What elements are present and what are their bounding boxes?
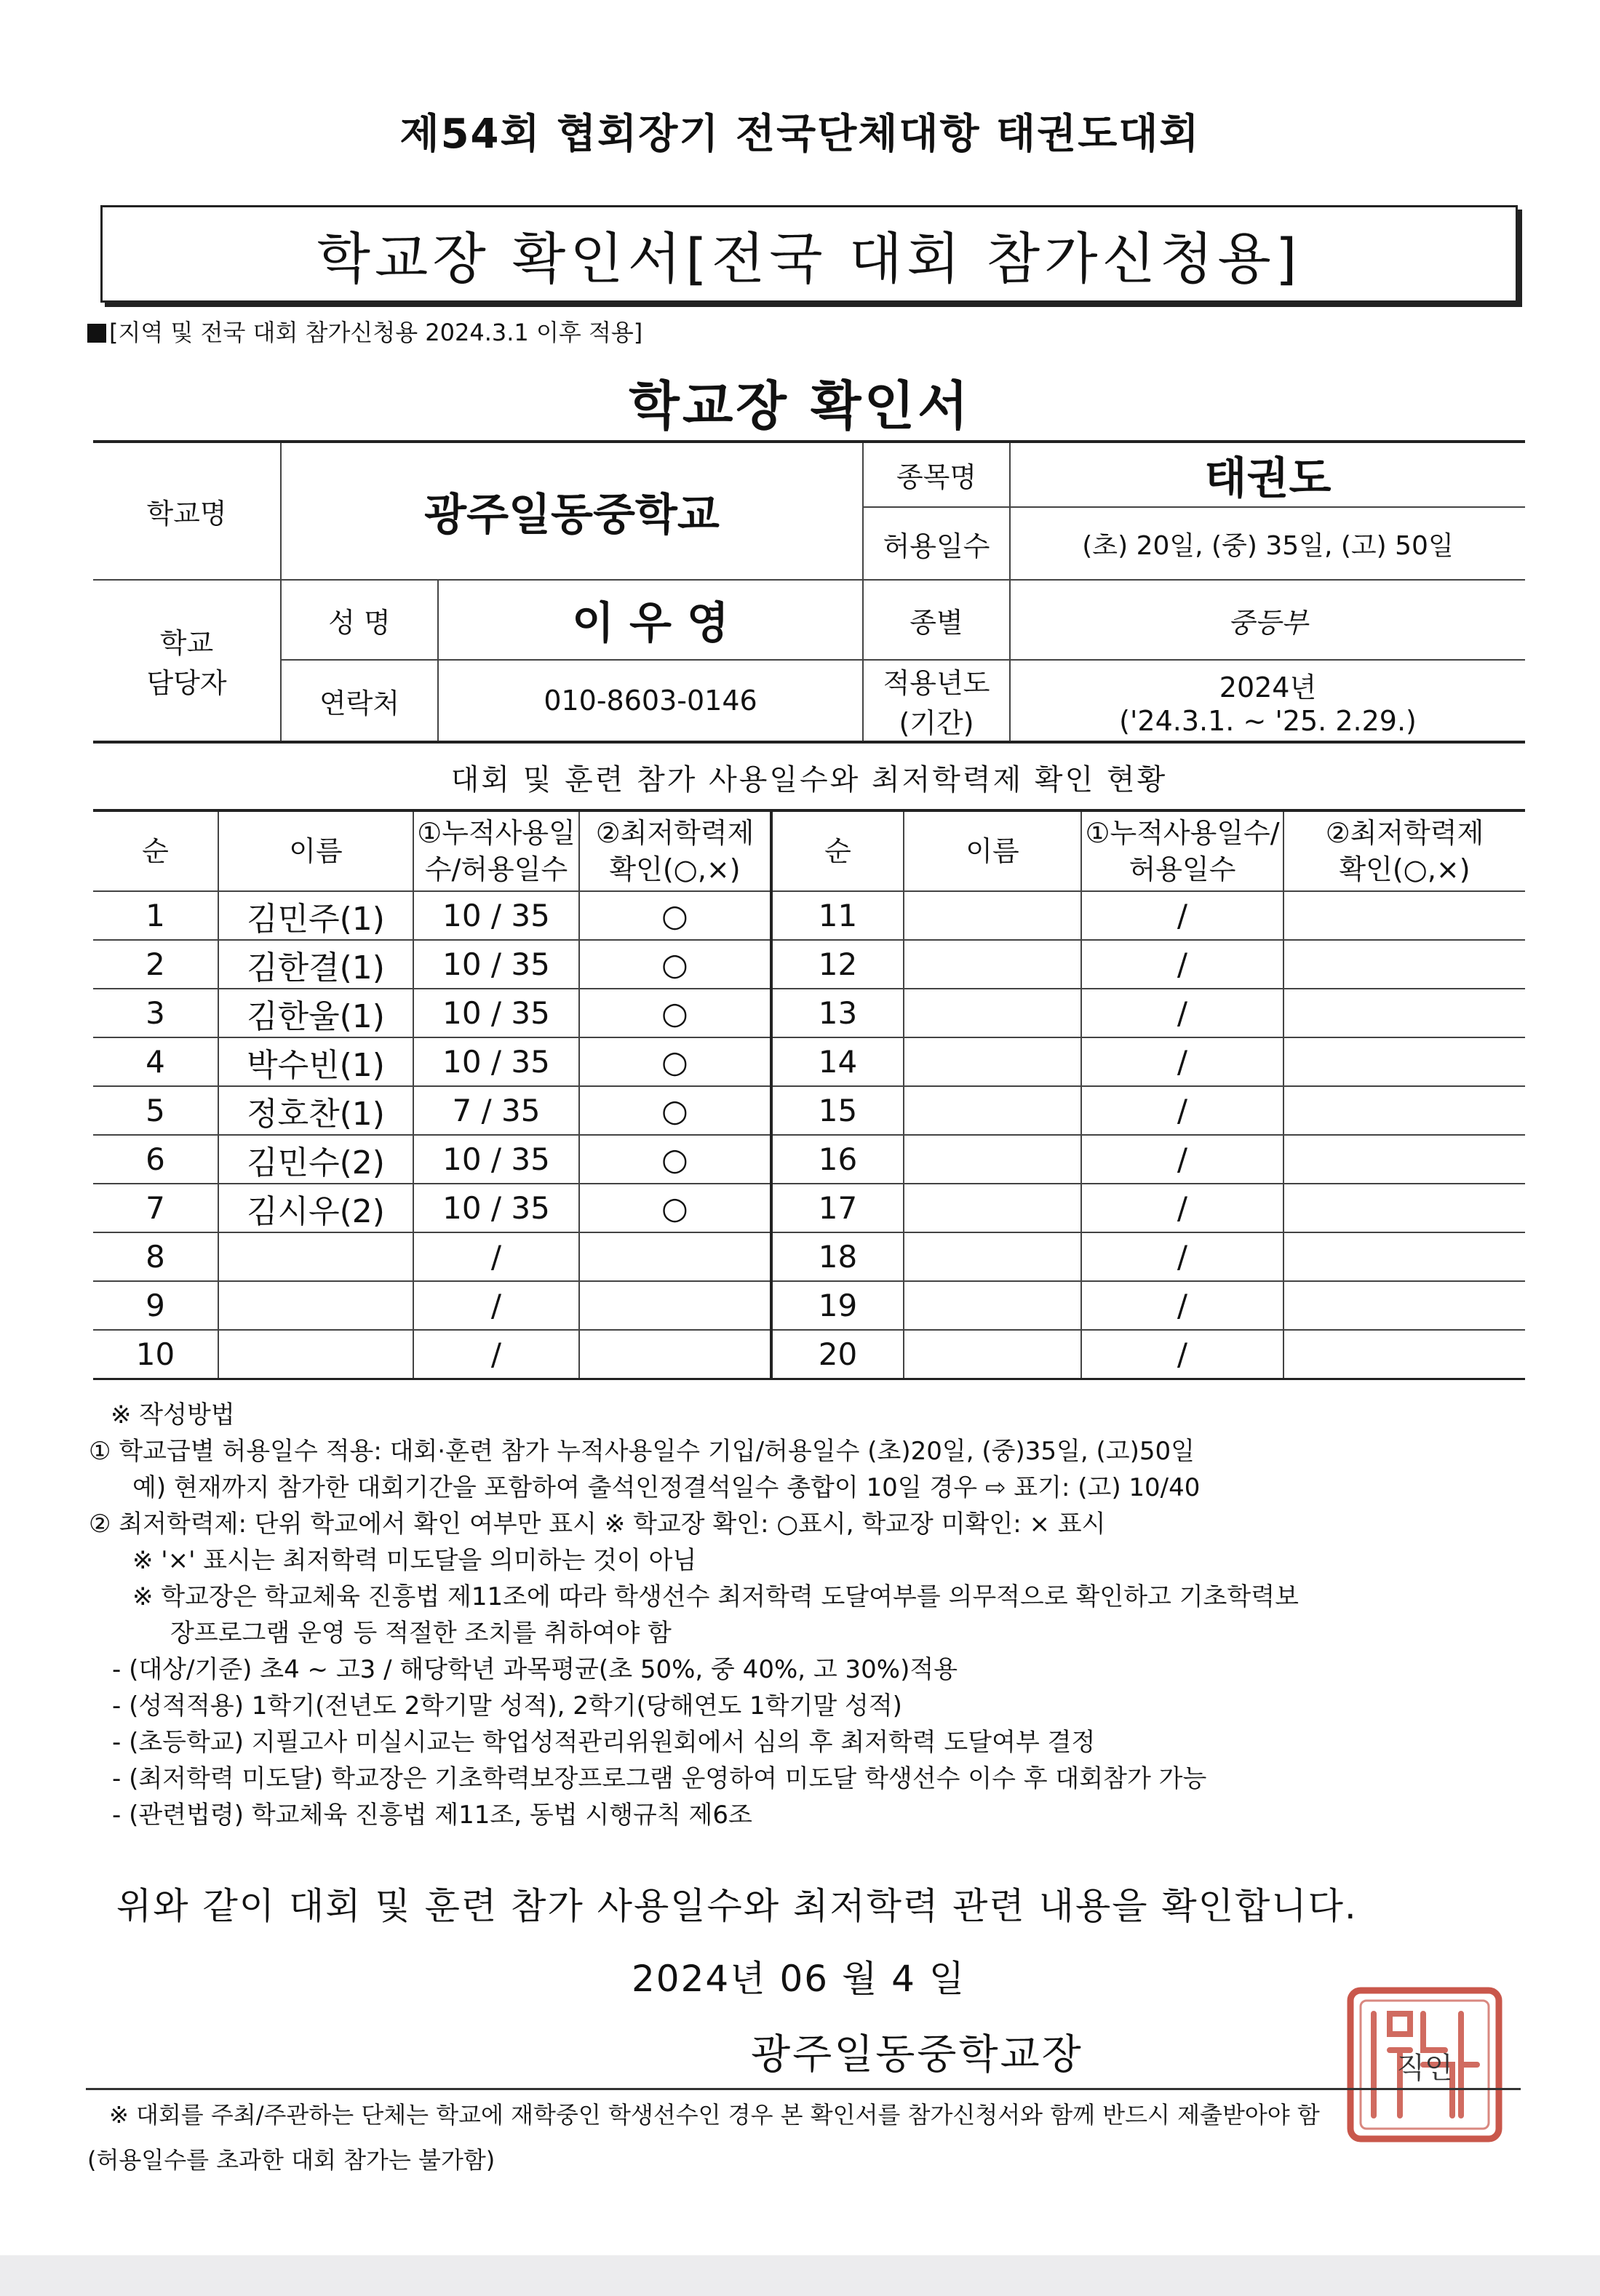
contact-person-label bbox=[93, 580, 281, 742]
note-item: ※ '×' 표시는 최저학력 미도달을 의미하는 것이 아님 bbox=[132, 1546, 697, 1575]
athlete-name: 박수빈(1) bbox=[218, 1037, 413, 1086]
official-seal-stamp bbox=[1345, 1985, 1505, 2145]
athlete-name-right bbox=[904, 1184, 1081, 1232]
roster-row bbox=[93, 989, 1525, 1037]
col-header-minimum-right bbox=[1283, 810, 1525, 891]
note-item: ※ 학교장은 학교체육 진흥법 제11조에 따라 학생선수 최저학력 도달여부를 의무적으로 확인하고 기초학력보 bbox=[132, 1582, 1299, 1611]
row-no: 10 bbox=[93, 1330, 218, 1379]
row-no-right: 11 bbox=[771, 891, 904, 940]
min-check-right bbox=[1283, 1184, 1525, 1232]
school-name: 광주일동중학교 bbox=[281, 442, 863, 580]
doc-heading: 학교장 확인서 bbox=[629, 375, 971, 437]
min-check: ○ bbox=[579, 1037, 771, 1086]
days-used: 10 / 35 bbox=[413, 989, 579, 1037]
scan-margin bbox=[0, 2255, 1600, 2296]
year-label-line2: (기간) bbox=[899, 707, 974, 739]
athlete-name-right bbox=[904, 1281, 1081, 1330]
athlete-name-right bbox=[904, 1232, 1081, 1281]
row-no: 4 bbox=[93, 1037, 218, 1086]
col-header-minimum bbox=[579, 810, 771, 891]
roster-row bbox=[93, 1135, 1525, 1184]
min-check-right bbox=[1283, 1330, 1525, 1379]
applicability-note bbox=[87, 314, 642, 348]
applicability-text: [지역 및 전국 대회 참가신청용 2024.3.1 이후 적용] bbox=[109, 319, 643, 346]
issue-date: 2024년 06 월 4 일 bbox=[632, 1958, 966, 2000]
info-table bbox=[93, 440, 1525, 744]
note-item: - (초등학교) 지필고사 미실시교는 학업성적관리위원회에서 심의 후 최저학력 도달여부 결정 bbox=[112, 1728, 1096, 1757]
seal-label: 직인 bbox=[1396, 2052, 1453, 2085]
min-check: ○ bbox=[579, 891, 771, 940]
roster-row bbox=[93, 1037, 1525, 1086]
footer-note-2: (허용일수를 초과한 대회 참가는 불가함) bbox=[87, 2146, 495, 2174]
min-check: ○ bbox=[579, 1086, 771, 1135]
days-used: / bbox=[413, 1281, 579, 1330]
athlete-name-right bbox=[904, 1086, 1081, 1135]
roster-row bbox=[93, 1330, 1525, 1379]
row-no-right: 12 bbox=[771, 940, 904, 989]
row-no-right: 14 bbox=[771, 1037, 904, 1086]
col-header-no: 순 bbox=[93, 810, 218, 891]
allowed-days-label: 허용일수 bbox=[863, 507, 1010, 580]
min-check bbox=[579, 1232, 771, 1281]
roster-row bbox=[93, 1281, 1525, 1330]
min-check: ○ bbox=[579, 1135, 771, 1184]
days-used: 10 / 35 bbox=[413, 940, 579, 989]
min-check-right bbox=[1283, 1135, 1525, 1184]
min-check-right bbox=[1283, 1086, 1525, 1135]
note-item: ① 학교급별 허용일수 적용: 대회·훈련 참가 누적사용일수 기입/허용일수 (초)20일, (중)35일, (고)50일 bbox=[89, 1437, 1195, 1466]
row-no: 6 bbox=[93, 1135, 218, 1184]
min-check bbox=[579, 1330, 771, 1379]
division-label: 종별 bbox=[863, 580, 1010, 660]
confirmation-statement: 위와 같이 대회 및 훈련 참가 사용일수와 최저학력 관련 내용을 확인합니다. bbox=[116, 1885, 1358, 1927]
row-no-right: 16 bbox=[771, 1135, 904, 1184]
contact-label-line2: 담당자 bbox=[146, 667, 227, 699]
min-check: ○ bbox=[579, 989, 771, 1037]
col-header-days-right-line2: 허용일수 bbox=[1129, 853, 1236, 885]
days-used-right: / bbox=[1081, 1330, 1283, 1379]
row-no: 3 bbox=[93, 989, 218, 1037]
principal-title: 광주일동중학교장 bbox=[751, 2031, 1083, 2078]
athlete-name-right bbox=[904, 1135, 1081, 1184]
athlete-name-right bbox=[904, 989, 1081, 1037]
athlete-name: 김민수(2) bbox=[218, 1135, 413, 1184]
row-no-right: 15 bbox=[771, 1086, 904, 1135]
col-header-min-right-line2: 확인(○,×) bbox=[1339, 853, 1470, 885]
row-no: 1 bbox=[93, 891, 218, 940]
days-used: / bbox=[413, 1232, 579, 1281]
sport-value: 태권도 bbox=[1010, 442, 1525, 507]
min-check: ○ bbox=[579, 1184, 771, 1232]
row-no: 9 bbox=[93, 1281, 218, 1330]
year-text: 2024년 bbox=[1219, 671, 1317, 703]
square-bullet-icon bbox=[87, 324, 106, 343]
year-label bbox=[863, 660, 1010, 742]
min-check: ○ bbox=[579, 940, 771, 989]
days-used-right: / bbox=[1081, 1037, 1283, 1086]
note-item: - (관련법령) 학교체육 진흥법 제11조, 동법 시행규칙 제6조 bbox=[112, 1801, 752, 1830]
note-item: ② 최저학력제: 단위 학교에서 확인 여부만 표시 ※ 학교장 확인: ○표시, 학교장 미확인: × 표시 bbox=[89, 1510, 1106, 1539]
row-no: 8 bbox=[93, 1232, 218, 1281]
athlete-name: 김시우(2) bbox=[218, 1184, 413, 1232]
year-value bbox=[1010, 660, 1525, 742]
roster-row bbox=[93, 1232, 1525, 1281]
roster-row bbox=[93, 940, 1525, 989]
athlete-name-right bbox=[904, 1037, 1081, 1086]
athlete-name: 정호찬(1) bbox=[218, 1086, 413, 1135]
days-used: 10 / 35 bbox=[413, 891, 579, 940]
section-caption: 대회 및 훈련 참가 사용일수와 최저학력제 확인 현황 bbox=[450, 763, 1168, 797]
days-used: 10 / 35 bbox=[413, 1184, 579, 1232]
writing-instructions bbox=[89, 1397, 1529, 1833]
athlete-name: 김민주(1) bbox=[218, 891, 413, 940]
note-item: - (성적적용) 1학기(전년도 2학기말 성적), 2학기(당해연도 1학기말 성적) bbox=[112, 1691, 902, 1721]
row-no-right: 20 bbox=[771, 1330, 904, 1379]
days-used-right: / bbox=[1081, 891, 1283, 940]
col-header-name-right: 이름 bbox=[904, 810, 1081, 891]
min-check-right bbox=[1283, 989, 1525, 1037]
days-used-right: / bbox=[1081, 989, 1283, 1037]
min-check bbox=[579, 1281, 771, 1330]
roster-row bbox=[93, 891, 1525, 940]
athlete-name: 김한결(1) bbox=[218, 940, 413, 989]
note-item: 예) 현재까지 참가한 대회기간을 포함하여 출석인정결석일수 총합이 10일 경우 ⇨ 표기: (고) 10/40 bbox=[132, 1473, 1201, 1502]
athlete-name-right bbox=[904, 940, 1081, 989]
footer-note: ※ 대회를 주최/주관하는 단체는 학교에 재학중인 학생선수인 경우 본 확인서를 참가신청서와 함께 반드시 제출받아야 함 bbox=[109, 2101, 1320, 2129]
phone-label: 연락처 bbox=[281, 660, 438, 742]
col-header-name: 이름 bbox=[218, 810, 413, 891]
event-title: 제54회 협회장기 전국단체대항 태권도대회 bbox=[399, 111, 1201, 158]
col-header-min-right-line1: ②최저학력제 bbox=[1325, 817, 1484, 849]
athlete-name-right bbox=[904, 1330, 1081, 1379]
division-value: 중등부 bbox=[1010, 580, 1525, 660]
col-header-days bbox=[413, 810, 579, 891]
days-used: 10 / 35 bbox=[413, 1135, 579, 1184]
col-header-no-right: 순 bbox=[771, 810, 904, 891]
roster-row bbox=[93, 1184, 1525, 1232]
athlete-name: 김한울(1) bbox=[218, 989, 413, 1037]
row-no: 5 bbox=[93, 1086, 218, 1135]
form-title: 학교장 확인서[전국 대회 참가신청용] bbox=[100, 205, 1518, 303]
name-label: 성 명 bbox=[281, 580, 438, 660]
days-used: 7 / 35 bbox=[413, 1086, 579, 1135]
roster-table bbox=[93, 809, 1525, 1380]
person-name: 이 우 영 bbox=[438, 580, 863, 660]
col-header-days-line2: 수/허용일수 bbox=[424, 853, 568, 885]
col-header-days-right bbox=[1081, 810, 1283, 891]
days-used-right: / bbox=[1081, 940, 1283, 989]
col-header-min-line1: ②최저학력제 bbox=[595, 817, 755, 849]
footer-divider bbox=[86, 2088, 1521, 2090]
sport-label: 종목명 bbox=[863, 442, 1010, 507]
min-check-right bbox=[1283, 1232, 1525, 1281]
days-used: 10 / 35 bbox=[413, 1037, 579, 1086]
athlete-name-right bbox=[904, 891, 1081, 940]
note-item: 장프로그램 운영 등 적절한 조치를 취하여야 함 bbox=[170, 1619, 672, 1648]
athlete-name bbox=[218, 1330, 413, 1379]
col-header-days-line1: ①누적사용일 bbox=[417, 817, 576, 849]
days-used: / bbox=[413, 1330, 579, 1379]
row-no: 2 bbox=[93, 940, 218, 989]
athlete-name bbox=[218, 1232, 413, 1281]
min-check-right bbox=[1283, 1037, 1525, 1086]
row-no-right: 17 bbox=[771, 1184, 904, 1232]
note-item: - (대상/기준) 초4 ~ 고3 / 해당학년 과목평균(초 50%, 중 40%, 고 30%)적용 bbox=[112, 1655, 958, 1684]
days-used-right: / bbox=[1081, 1086, 1283, 1135]
roster-row bbox=[93, 1086, 1525, 1135]
min-check-right bbox=[1283, 940, 1525, 989]
notes-heading: ※ 작성방법 bbox=[111, 1400, 235, 1430]
contact-label-line1: 학교 bbox=[159, 627, 214, 659]
min-check-right bbox=[1283, 891, 1525, 940]
days-used-right: / bbox=[1081, 1281, 1283, 1330]
row-no-right: 13 bbox=[771, 989, 904, 1037]
days-used-right: / bbox=[1081, 1184, 1283, 1232]
period-text: ('24.3.1. ~ '25. 2.29.) bbox=[1119, 704, 1417, 737]
athlete-name bbox=[218, 1281, 413, 1330]
days-used-right: / bbox=[1081, 1232, 1283, 1281]
allowed-days-value: (초) 20일, (중) 35일, (고) 50일 bbox=[1010, 507, 1525, 580]
days-used-right: / bbox=[1081, 1135, 1283, 1184]
note-item: - (최저학력 미도달) 학교장은 기초학력보장프로그램 운영하여 미도달 학생선수 이수 후 대회참가 가능 bbox=[112, 1764, 1207, 1793]
row-no-right: 19 bbox=[771, 1281, 904, 1330]
school-label: 학교명 bbox=[93, 442, 281, 580]
min-check-right bbox=[1283, 1281, 1525, 1330]
col-header-min-line2: 확인(○,×) bbox=[609, 853, 741, 885]
row-no-right: 18 bbox=[771, 1232, 904, 1281]
year-label-line1: 적용년도 bbox=[883, 667, 990, 699]
roster-header-row bbox=[93, 810, 1525, 891]
row-no: 7 bbox=[93, 1184, 218, 1232]
col-header-days-right-line1: ①누적사용일수/ bbox=[1085, 817, 1280, 849]
phone-value: 010-8603-0146 bbox=[438, 660, 863, 742]
